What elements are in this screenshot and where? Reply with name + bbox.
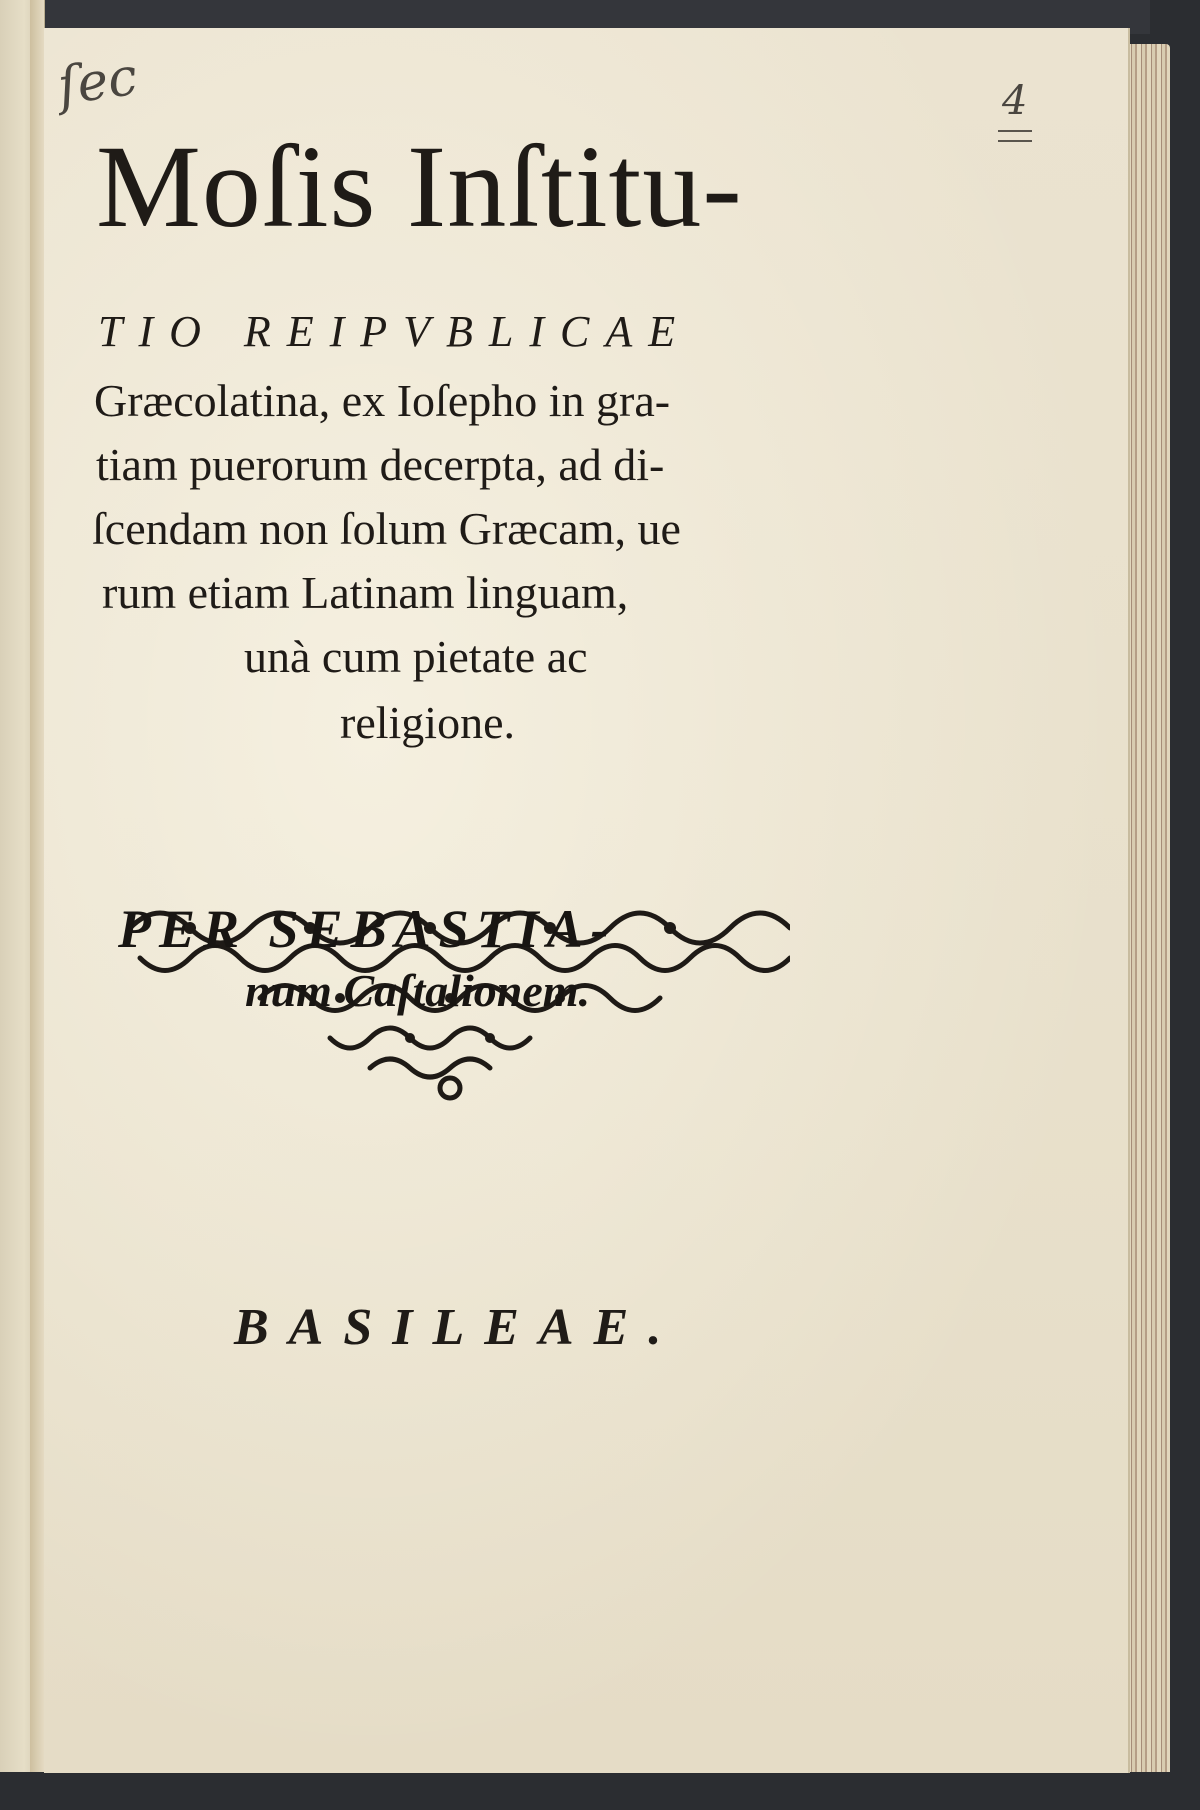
body-line: Græcolatina, ex Ioſepho in gra- <box>94 375 671 426</box>
printer-name-line2: num Caſtalionem. <box>245 965 591 1016</box>
book-gutter <box>30 0 44 1810</box>
body-line: tiam puerorum decerpta, ad di- <box>96 439 665 490</box>
imprint-place: BASILEAE. <box>234 1299 682 1356</box>
page-subtitle: TIO REIPVBLICAE <box>98 307 692 356</box>
handwritten-shelfmark: ſec <box>54 46 141 118</box>
printer-name-line1: PER SEBASTIA- <box>118 899 617 959</box>
handwritten-number: 4 <box>1002 78 1028 124</box>
body-line: rum etiam Latinam linguam, <box>102 567 629 618</box>
background-bottom <box>0 1772 1200 1810</box>
body-line: religione. <box>340 697 515 748</box>
handwritten-underline <box>998 130 1032 142</box>
page-title: Moſis Inſtitu- <box>96 121 743 252</box>
body-line: unà cum pietate ac <box>244 631 588 682</box>
body-line: ſcendam non ſolum Græcam, ue <box>92 503 681 554</box>
